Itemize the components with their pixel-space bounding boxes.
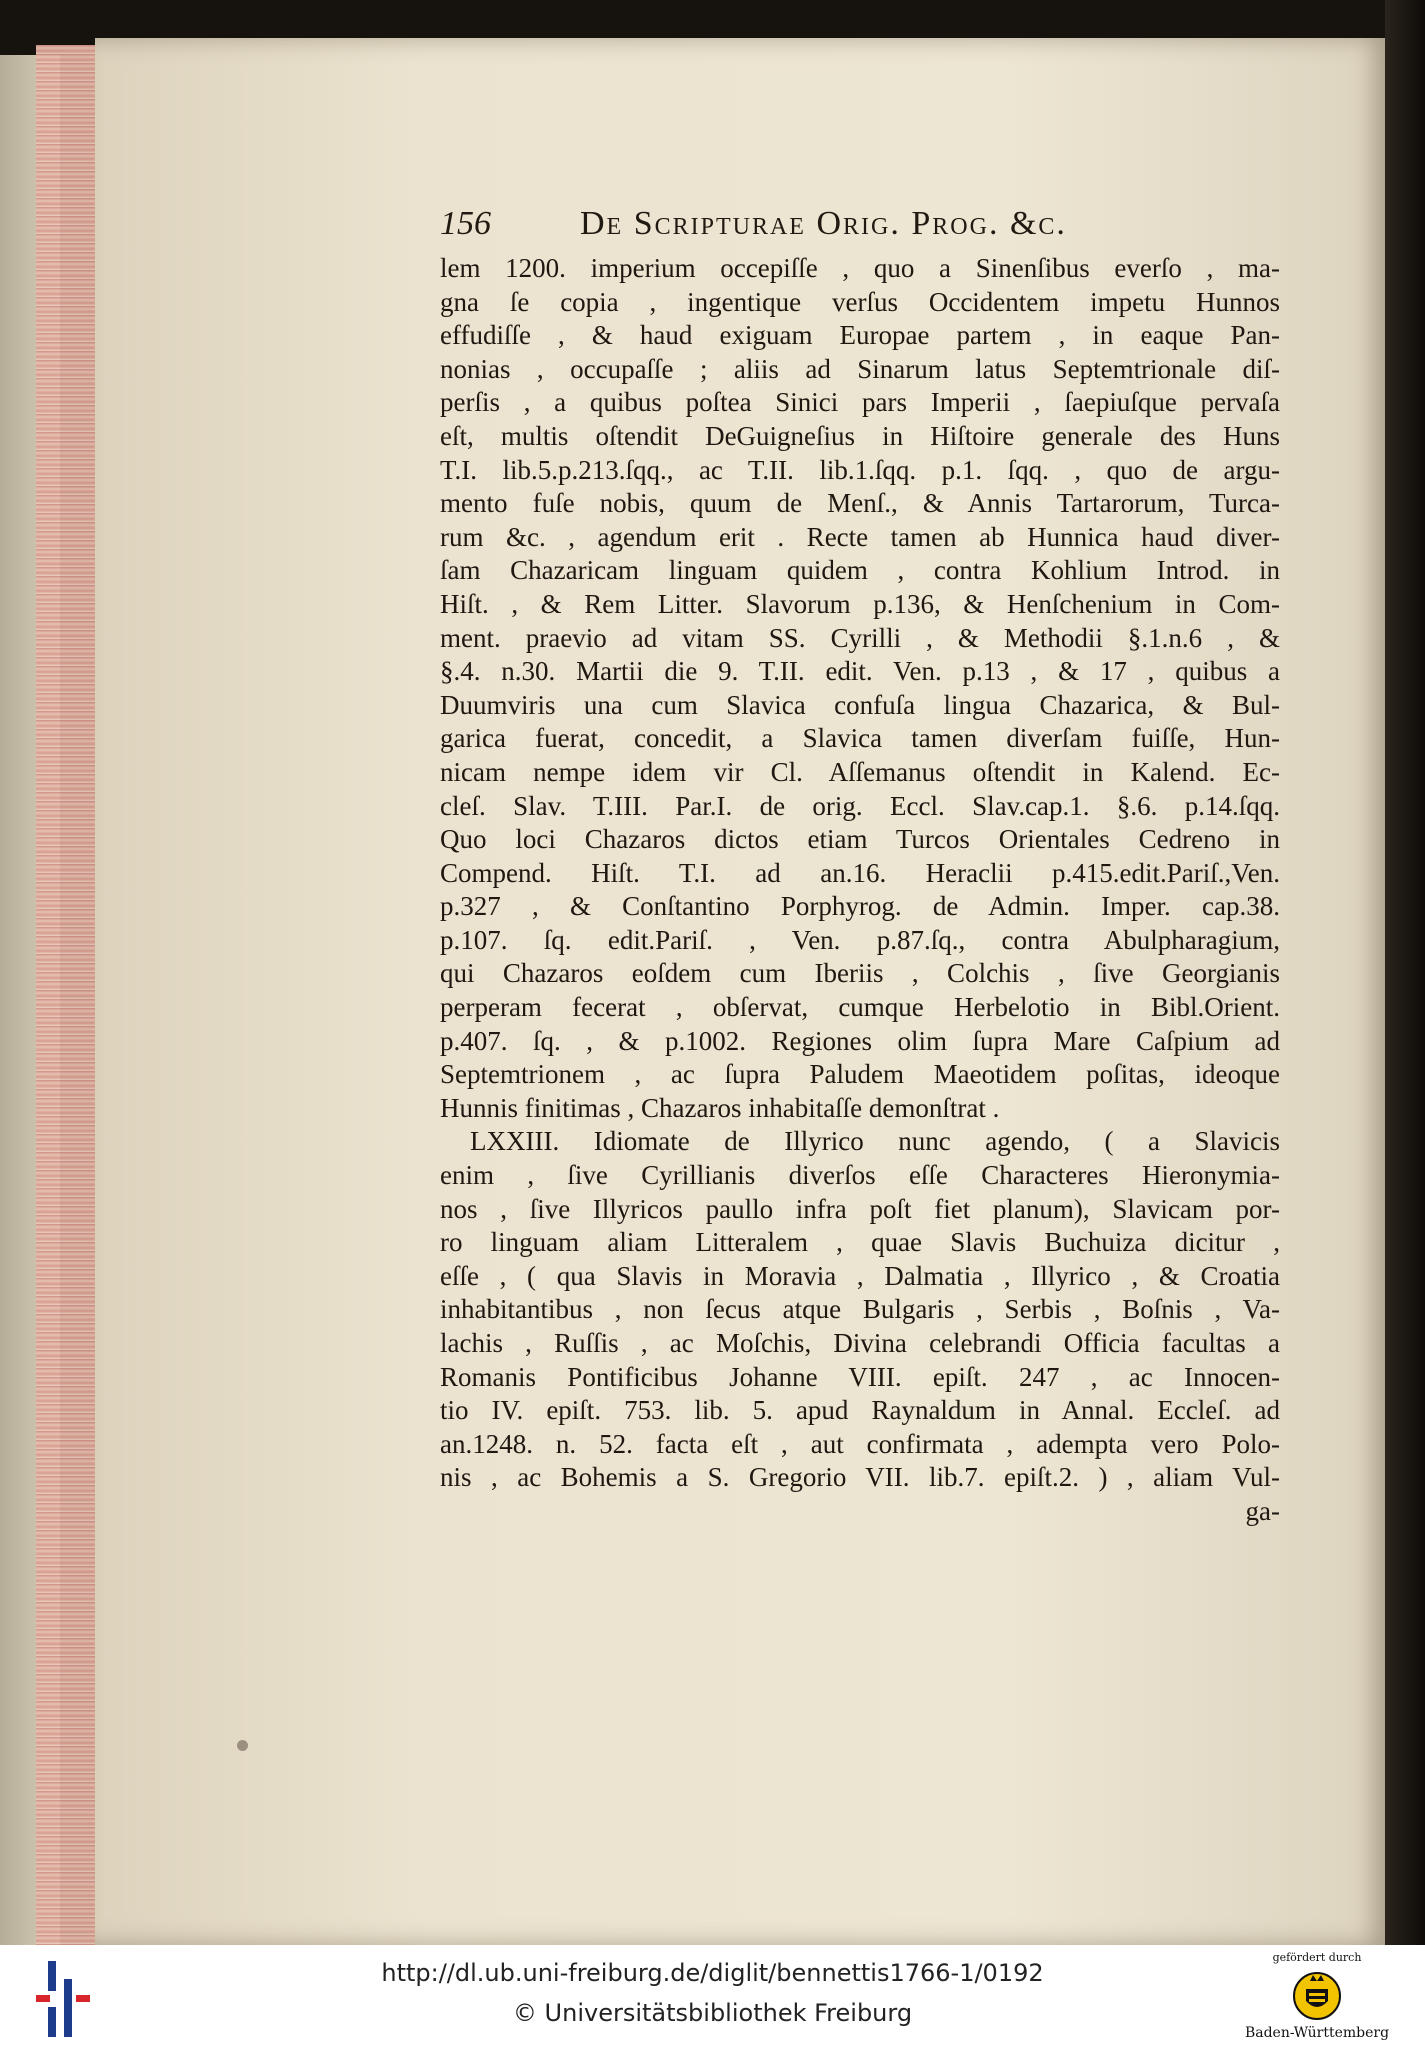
text-line: Duumviris una cum Slavica confuſa lingua Chazarica, & Bul- (440, 689, 1280, 720)
text-line: p.107. ſq. edit.Pariſ. , Ven. p.87.ſq., contra Abulpharagium, (440, 924, 1280, 955)
text-line: Hiſt. , & Rem Litter. Slavorum p.136, & Henſchenium in Com- (440, 588, 1280, 619)
text-line: Romanis Pontificibus Johanne VIII. epiſt. 247 , ac Innocen- (440, 1361, 1280, 1392)
text-line: nonias , occupaſſe ; aliis ad Sinarum latus Septemtrionale diſ- (440, 353, 1280, 384)
funder-name: Baden-Württemberg (1244, 2025, 1390, 2041)
text-line: lem 1200. imperium occepiſſe , quo a Sinenſibus everſo , ma- (440, 253, 1280, 283)
text-line: LXXIII. Idiomate de Illyrico nunc agendo, ( a Slavicis (470, 1126, 1280, 1157)
viewer-footer (0, 1945, 1425, 2046)
text-line: an.1248. n. 52. facta eſt , aut confirmata , adempta vero Polo- (440, 1428, 1280, 1459)
catchword: ga- (1245, 1495, 1280, 1526)
text-line: nis , ac Bohemis a S. Gregorio VII. lib.7. epiſt.2. ) , aliam Vul- (440, 1462, 1280, 1493)
page-number: 156 (440, 205, 491, 242)
text-line: cleſ. Slav. T.III. Par.I. de orig. Eccl. Slav.cap.1. §.6. p.14.ſqq. (440, 790, 1280, 821)
text-line: Hunnis finitimas , Chazaros inhabitaſſe demonſtrat . (440, 1092, 1000, 1123)
text-line: eſſe , ( qua Slavis in Moravia , Dalmatia , Illyrico , & Croatia (440, 1260, 1280, 1291)
page-edges (36, 45, 102, 1945)
text-line: nicam nempe idem vir Cl. Aſſemanus oſtendit in Kalend. Ec- (440, 756, 1280, 787)
text-line: p.327 , & Conſtantino Porphyrog. de Admin. Imper. cap.38. (440, 891, 1280, 922)
text-line: ment. praevio ad vitam SS. Cyrilli , & Methodii §.1.n.6 , & (440, 622, 1280, 653)
text-line: gna ſe copia , ingentique verſus Occidentem impetu Hunnos (440, 286, 1280, 317)
running-head: De Scripturae Orig. Prog. &c. (580, 205, 1067, 242)
text-line: rum &c. , agendum erit . Recte tamen ab Hunnica haud diver- (440, 521, 1280, 552)
text-line: Compend. Hiſt. T.I. ad an.16. Heraclii p.415.edit.Pariſ.,Ven. (440, 857, 1280, 888)
text-line: enim , ſive Cyrillianis diverſos eſſe Characteres Hieronymia- (440, 1160, 1280, 1191)
text-line: Quo loci Chazaros dictos etiam Turcos Orientales Cedreno in (440, 824, 1280, 855)
text-line: garica fuerat, concedit, a Slavica tamen diverſam fuiſſe, Hun- (440, 723, 1280, 754)
text-line: inhabitantibus , non ſecus atque Bulgaris , Serbis , Boſnis , Va- (440, 1294, 1280, 1325)
text-line: nos , ſive Illyricos paullo infra poſt fiet planum), Slavicam por- (440, 1193, 1280, 1224)
text-line: §.4. n.30. Martii die 9. T.II. edit. Ven. p.13 , & 17 , quibus a (440, 656, 1280, 687)
coat-of-arms-icon (1292, 1969, 1342, 2021)
text-line: tio IV. epiſt. 753. lib. 5. apud Raynaldum in Annal. Eccleſ. ad (440, 1395, 1280, 1426)
text-line: T.I. lib.5.p.213.ſqq., ac T.II. lib.1.ſqq. p.1. ſqq. , quo de argu- (440, 454, 1280, 485)
text-line: mento fuſe nobis, quum de Menſ., & Annis Tartarorum, Turca- (440, 488, 1280, 519)
document-url-link[interactable]: http://dl.ub.uni-freiburg.de/diglit/bennettis1766-1/0192 (381, 1959, 1044, 1987)
body-text (440, 252, 1280, 1529)
page-header (440, 205, 1290, 251)
text-line: ro linguam aliam Litteralem , quae Slavis Buchuiza dicitur , (440, 1227, 1280, 1258)
text-line: perſis , a quibus poſtea Sinici pars Imperii , ſaepiuſque pervaſa (440, 387, 1280, 418)
text-line: perperam fecerat , obſervat, cumque Herbelotio in Bibl.Orient. (440, 992, 1280, 1023)
text-line: qui Chazaros eoſdem cum Iberiis , Colchis , ſive Georgianis (440, 958, 1280, 989)
scan-background (1385, 0, 1425, 1945)
text-line: eſt, multis oſtendit DeGuigneſius in Hiſtoire generale des Huns (440, 420, 1280, 451)
copyright-text: © Universitätsbibliothek Freiburg (512, 1999, 913, 2027)
text-line: p.407. ſq. , & p.1002. Regiones olim ſupra Mare Caſpium ad (440, 1025, 1280, 1056)
funder-badge (1232, 1951, 1402, 2043)
text-line: Septemtrionem , ac ſupra Paludem Maeotidem poſitas, ideoque (440, 1059, 1280, 1090)
text-line: lachis , Ruſſis , ac Moſchis, Divina celebrandi Officia facultas a (440, 1328, 1280, 1358)
text-line: effudiſſe , & haud exiguam Europae partem , in eaque Pan- (440, 320, 1280, 351)
paper-blemish (237, 1740, 248, 1751)
text-line: ſam Chazaricam linguam quidem , contra Kohlium Introd. in (440, 555, 1280, 586)
funder-caption: gefördert durch (1272, 1951, 1362, 1964)
